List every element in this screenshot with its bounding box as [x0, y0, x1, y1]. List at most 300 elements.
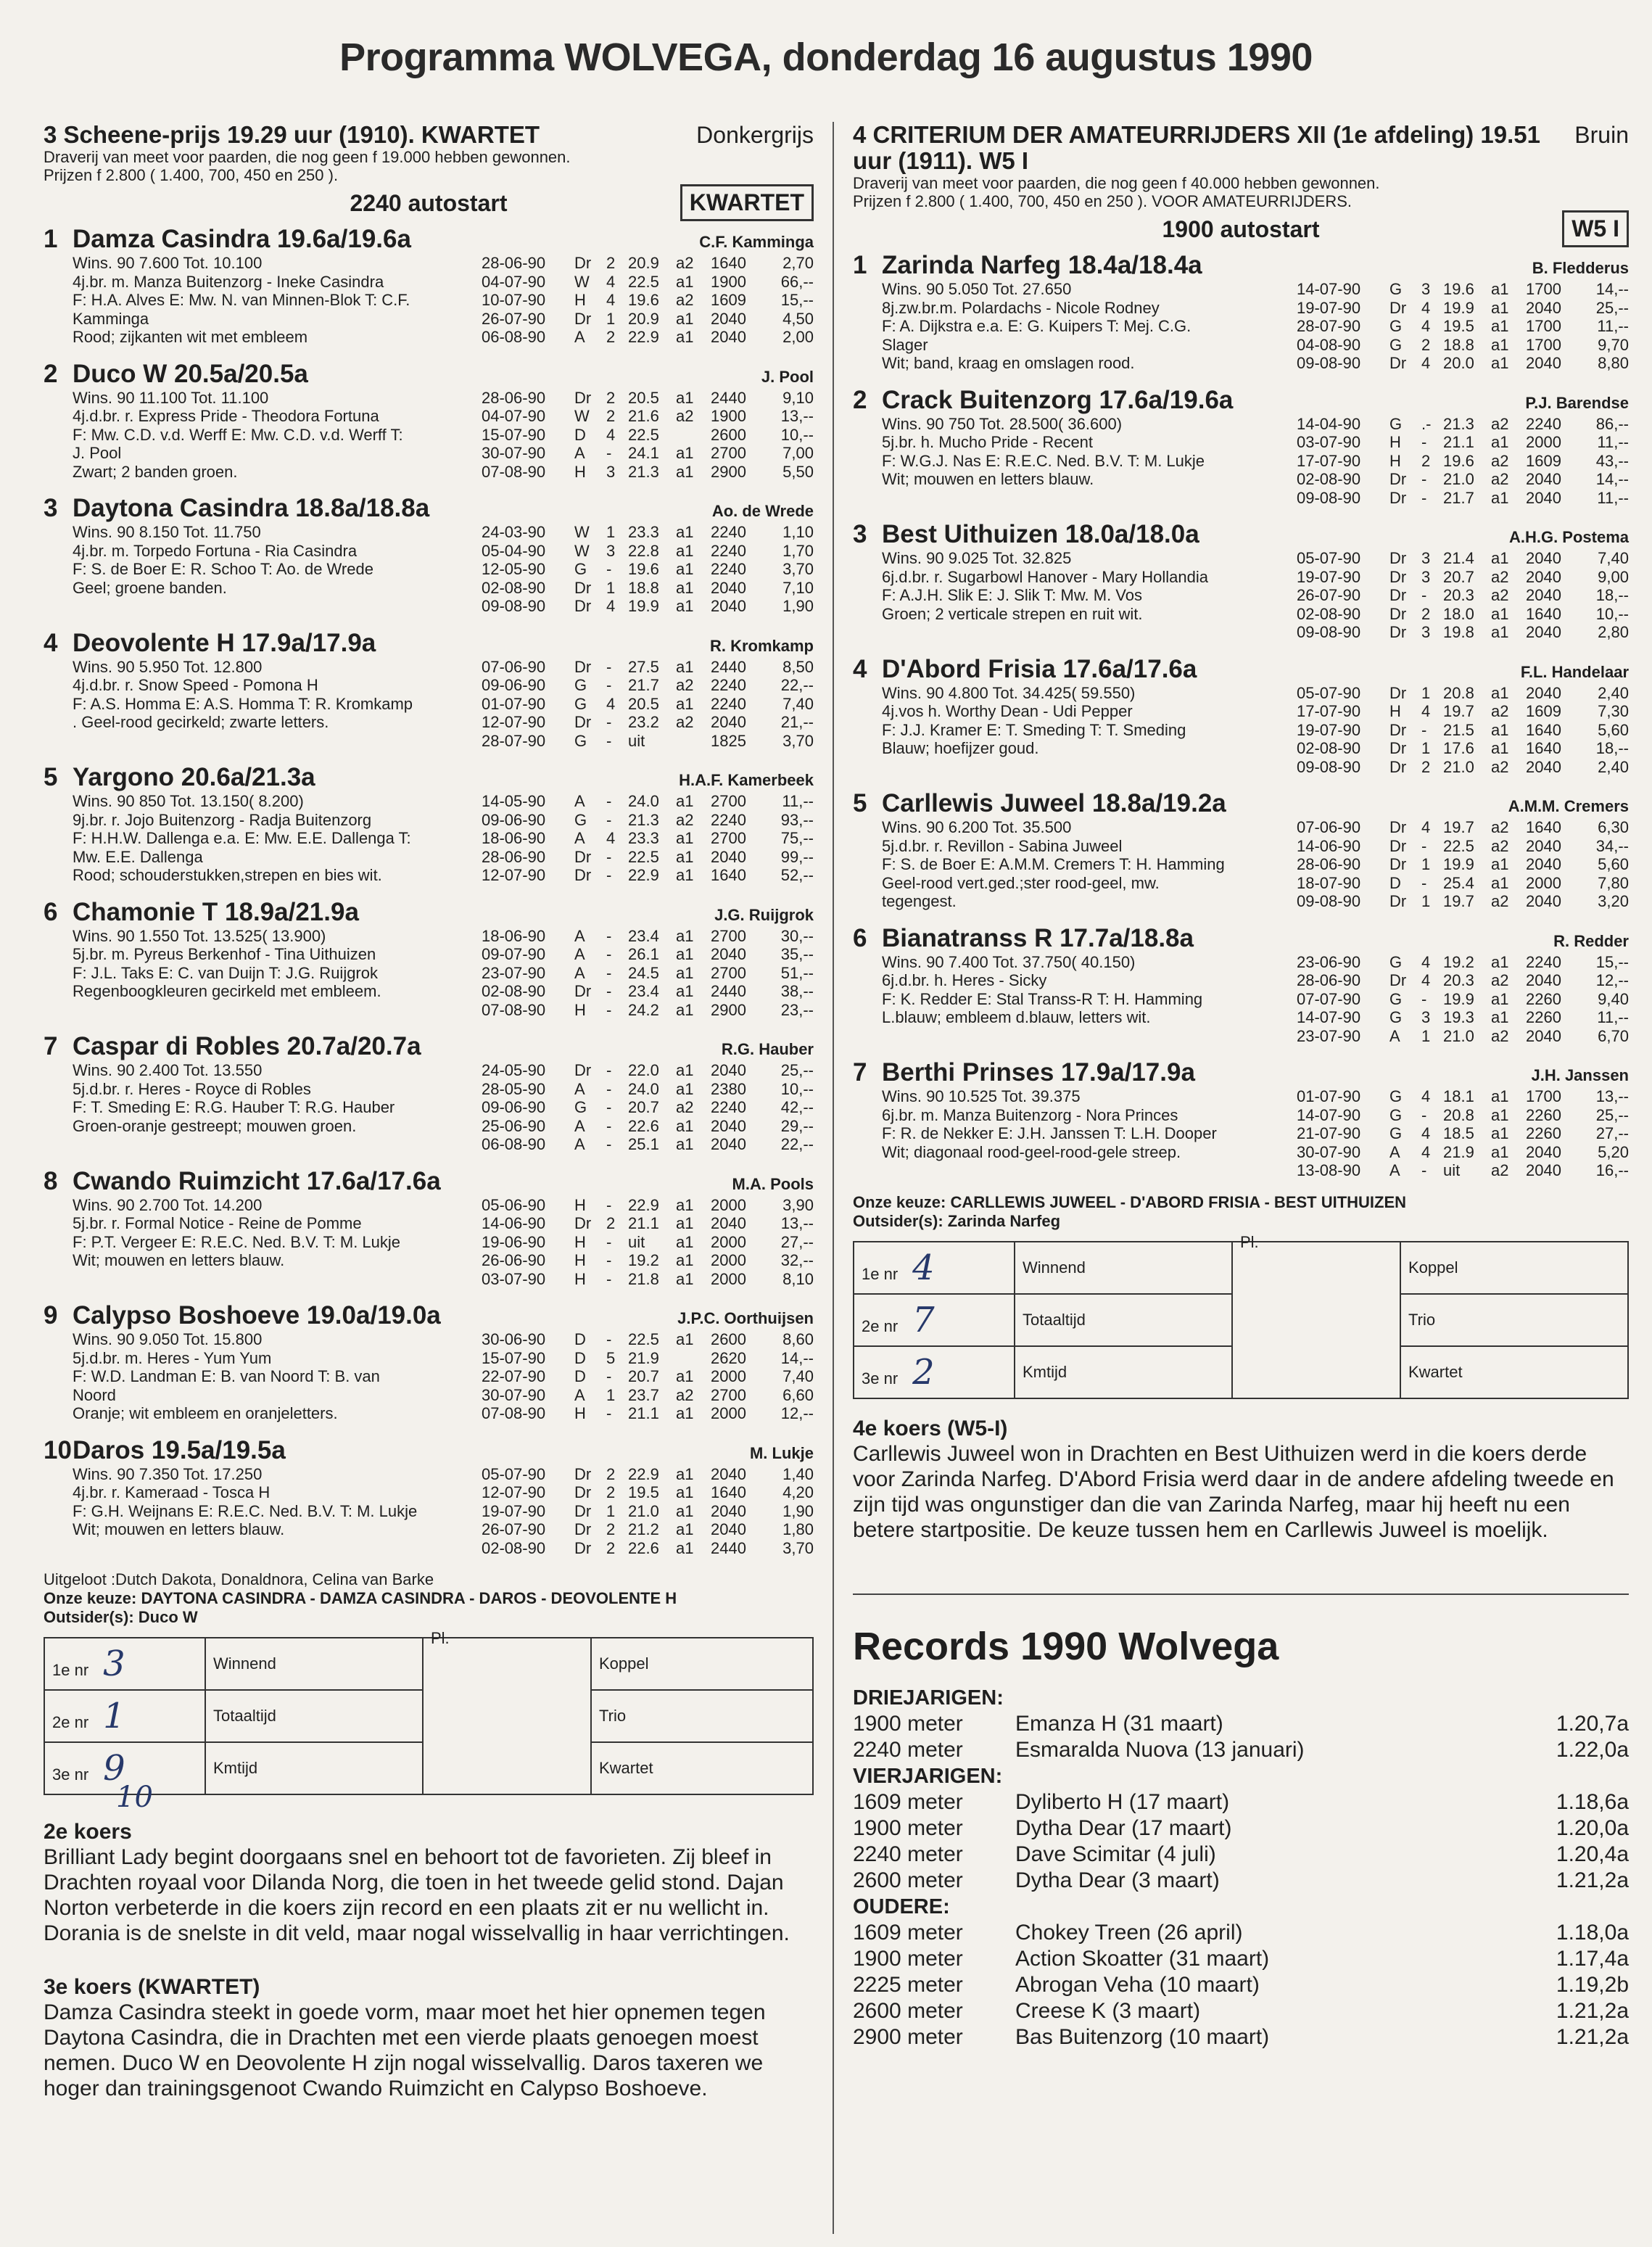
result-odds: 32,--	[780, 1251, 814, 1269]
horse-info-line: Oranje; wit embleem en oranjeletters.	[73, 1404, 338, 1422]
result-track: W	[574, 523, 590, 541]
result-track: Dr	[574, 388, 592, 407]
result-class: a2	[1491, 892, 1509, 910]
result-date: 02-08-90	[1297, 470, 1361, 488]
horse-trainer: C.F. Kamminga	[699, 233, 814, 251]
result-odds: 7,40	[782, 1367, 814, 1385]
result-date: 28-05-90	[482, 1079, 546, 1098]
result-place: 2	[606, 1520, 616, 1538]
bet-ticket	[853, 1232, 1629, 1399]
result-odds: 9,10	[782, 388, 814, 407]
horse-number: 8	[44, 1166, 58, 1195]
result-track: A	[574, 829, 585, 847]
result-odds: 1,40	[782, 1464, 814, 1483]
horse-trainer: F.L. Handelaar	[1520, 662, 1629, 681]
result-track: Dr	[574, 847, 592, 866]
horse-name: Bianatranss R 17.7a/18.8a	[882, 923, 1194, 952]
result-place: -	[606, 560, 612, 578]
result-row	[482, 1502, 814, 1521]
result-distance: 2000	[711, 1367, 746, 1385]
result-distance: 1640	[711, 1483, 746, 1501]
result-track: Dr	[1389, 604, 1407, 623]
result-time: 20.7	[628, 1098, 659, 1116]
result-date: 09-07-90	[482, 945, 546, 963]
result-row	[482, 273, 814, 292]
result-distance: 2600	[711, 1330, 746, 1348]
horse-body	[853, 415, 1629, 508]
result-date: 28-06-90	[482, 388, 546, 407]
result-time: 20.0	[1443, 354, 1474, 372]
result-time: 20.3	[1443, 971, 1474, 989]
record-time: 1.20,0a	[1556, 1815, 1629, 1840]
result-track: G	[1389, 335, 1403, 354]
result-date: 28-06-90	[1297, 855, 1361, 873]
horse-info	[44, 1061, 482, 1154]
result-odds: 7,10	[782, 578, 814, 597]
result-odds: 1,90	[782, 1501, 814, 1520]
result-track: A	[574, 945, 585, 963]
ticket-row-1: 1e nr 4	[854, 1242, 1015, 1294]
result-distance: 2040	[1526, 488, 1561, 507]
result-odds: 35,--	[780, 945, 814, 963]
result-class: a1	[676, 1195, 694, 1214]
result-place: 3	[1421, 567, 1431, 586]
horse-info-line: 5j.d.br. r. Revillon - Sabina Juweel	[882, 836, 1123, 855]
result-date: 18-07-90	[1297, 873, 1361, 892]
result-distance: 2040	[711, 578, 746, 597]
section-3e-koers-text: Damza Casindra steekt in goede vorm, maar moet het hier opnemen tegen Daytona Casindra, die in Drachten met een vierde plaats genoegen moest nemen. Duco W en Deovolente H zijn nogal wisselvallig. Daros taxeren we hoger dan trainingsgenoot Cwando Ruimzicht en Calypso Boshoeve.	[44, 2000, 766, 2100]
result-track: G	[1389, 952, 1403, 971]
result-place: 1	[1421, 683, 1431, 702]
result-place: 2	[606, 1538, 616, 1557]
result-distance: 1700	[1526, 317, 1561, 335]
horse-body	[44, 1061, 814, 1154]
horse-results	[482, 927, 814, 1020]
horse-info-line: Wins. 90 9.025 Tot. 32.825	[882, 549, 1072, 567]
records-category: OUDERE:	[853, 1895, 950, 1918]
horse-name-line	[44, 225, 411, 254]
result-odds: 51,--	[780, 963, 814, 982]
horse-header	[44, 1436, 814, 1465]
result-class: a1	[676, 829, 694, 847]
result-distance: 1640	[1526, 604, 1561, 623]
result-place: 2	[1421, 335, 1431, 354]
result-date: 09-06-90	[482, 676, 546, 694]
result-place: .-	[1421, 414, 1432, 433]
result-track: A	[574, 328, 585, 346]
horse-body	[853, 684, 1629, 777]
result-class: a1	[1491, 433, 1509, 451]
horse-info-line: Wins. 90 750 Tot. 28.500( 36.600)	[882, 414, 1123, 433]
result-date: 30-07-90	[482, 444, 546, 462]
result-track: D	[574, 1348, 586, 1367]
result-time: 22.5	[1443, 836, 1474, 855]
horse-name: Berthi Prinses 17.9a/17.9a	[882, 1058, 1195, 1087]
result-odds: 10,--	[780, 1079, 814, 1098]
result-odds: 99,--	[780, 847, 814, 866]
horse-info-line: F: K. Redder E: Stal Transs-R T: H. Hamming	[882, 989, 1203, 1008]
result-track: Dr	[1389, 720, 1407, 739]
horse-info-line: Wit; diagonaal rood-geel-rood-gele streep.	[882, 1142, 1181, 1161]
horse-info-line: F: W.G.J. Nas E: R.E.C. Ned. B.V. T: M. Lukje	[882, 451, 1205, 470]
result-distance: 2040	[711, 597, 746, 615]
result-row	[1297, 702, 1629, 721]
result-time: 22.9	[628, 866, 659, 884]
result-distance: 2700	[711, 792, 746, 810]
handwritten-pick-2: 7	[912, 1299, 935, 1340]
result-class: a2	[676, 254, 694, 272]
horse-body	[44, 927, 814, 1020]
result-row	[482, 1520, 814, 1539]
result-place: -	[1421, 1105, 1427, 1124]
horse-name-line	[853, 386, 1233, 415]
horse-info-line: F: S. de Boer E: A.M.M. Cremers T: H. Hamming	[882, 855, 1225, 873]
result-row	[482, 523, 814, 542]
horse-trainer: Ao. de Wrede	[711, 502, 814, 520]
horse-name: Cwando Ruimzicht 17.6a/17.6a	[73, 1166, 441, 1195]
result-time: 21.1	[628, 1404, 659, 1422]
result-track: H	[574, 1000, 586, 1019]
horse-header	[44, 1167, 814, 1196]
result-place: -	[606, 1330, 612, 1348]
result-class: a1	[1491, 623, 1509, 641]
result-row	[1297, 874, 1629, 893]
result-track: D	[574, 1367, 586, 1385]
horse-name: Chamonie T 18.9a/21.9a	[73, 897, 359, 926]
result-place: 4	[1421, 317, 1431, 335]
result-class	[676, 1349, 711, 1368]
result-class	[676, 426, 711, 445]
result-class: a1	[1491, 604, 1509, 623]
result-date: 19-07-90	[1297, 720, 1361, 739]
result-track: A	[1389, 1142, 1400, 1161]
horse-info-line: Wins. 90 9.050 Tot. 15.800	[73, 1330, 263, 1348]
result-distance: 2040	[1526, 836, 1561, 855]
result-odds: 4,50	[782, 309, 814, 328]
horse-info	[853, 953, 1297, 1046]
result-row	[1297, 684, 1629, 703]
record-time: 1.18,6a	[1556, 1789, 1629, 1814]
record-horse: Emanza H (31 maart)	[1015, 1711, 1223, 1736]
result-odds: 13,--	[780, 1214, 814, 1232]
result-track: H	[574, 1269, 586, 1288]
result-class: a2	[1491, 586, 1509, 604]
record-distance: 1900 meter	[853, 1946, 963, 1971]
record-horse: Action Skoatter (31 maart)	[1015, 1946, 1270, 1971]
horse-info-line: Blauw; hoefijzer goud.	[882, 739, 1039, 757]
result-place: 4	[1421, 1087, 1431, 1105]
result-row	[482, 1080, 814, 1099]
page-title: Programma WOLVEGA, donderdag 16 augustus 1990	[339, 36, 1313, 79]
result-row	[482, 1233, 814, 1252]
result-row	[482, 310, 814, 329]
result-row	[482, 658, 814, 677]
horse-name: Crack Buitenzorg 17.6a/19.6a	[882, 385, 1234, 414]
horse-info-line: 6j.br. m. Manza Buitenzorg - Nora Princes	[882, 1105, 1178, 1124]
horse-header	[44, 763, 814, 792]
result-distance: 2040	[1526, 1026, 1561, 1045]
result-distance: 1640	[1526, 739, 1561, 757]
result-time: 21.0	[1443, 1026, 1474, 1045]
result-odds: 8,60	[782, 1330, 814, 1348]
result-place: -	[1421, 720, 1427, 739]
horse-trainer: R. Redder	[1553, 931, 1629, 950]
result-class: a1	[676, 578, 694, 597]
result-row	[1297, 586, 1629, 605]
horse-trainer: A.H.G. Postema	[1508, 528, 1629, 546]
result-time: 19.6	[628, 291, 659, 309]
horse-body	[44, 1465, 814, 1558]
result-place: 2	[606, 1464, 616, 1483]
result-place: 4	[1421, 818, 1431, 836]
result-place: -	[606, 866, 612, 884]
result-class: a1	[676, 1520, 694, 1538]
result-track: G	[574, 1098, 587, 1116]
record-horse: Chokey Treen (26 april)	[1015, 1920, 1243, 1945]
result-class: a2	[676, 676, 694, 694]
result-time: 22.5	[628, 1330, 659, 1348]
result-date: 19-06-90	[482, 1232, 546, 1251]
result-place: -	[606, 1116, 612, 1135]
horse-number: 4	[44, 628, 58, 657]
result-distance: 2040	[1526, 586, 1561, 604]
result-odds: 7,00	[782, 444, 814, 462]
result-track: Dr	[574, 1464, 592, 1483]
result-row	[1297, 336, 1629, 355]
result-date: 28-06-90	[482, 847, 546, 866]
result-date: 18-06-90	[482, 829, 546, 847]
result-distance: 2000	[711, 1195, 746, 1214]
result-class: a1	[676, 523, 694, 541]
result-track: Dr	[1389, 892, 1407, 910]
result-time: 20.3	[1443, 586, 1474, 604]
result-odds: 12,--	[780, 1404, 814, 1422]
result-class: a1	[676, 462, 694, 481]
result-odds: 34,--	[1595, 836, 1629, 855]
horse-header	[853, 1058, 1629, 1087]
result-distance: 1640	[711, 866, 746, 884]
result-row	[1297, 990, 1629, 1009]
handwritten-pick-3: 2	[912, 1351, 935, 1393]
record-distance: 1609 meter	[853, 1789, 963, 1814]
result-odds: 25,--	[1595, 1105, 1629, 1124]
result-time: 20.5	[628, 694, 659, 713]
horse-entry	[44, 898, 814, 1020]
result-row	[482, 811, 814, 830]
result-place: 4	[606, 694, 616, 713]
horse-body	[44, 1196, 814, 1289]
result-date: 09-06-90	[482, 1098, 546, 1116]
result-time: 21.3	[1443, 414, 1474, 433]
result-time: 23.3	[628, 523, 659, 541]
result-row	[482, 1117, 814, 1136]
result-class: a1	[1491, 335, 1509, 354]
horse-trainer: P.J. Barendse	[1525, 393, 1629, 412]
result-row	[482, 695, 814, 714]
result-row	[1297, 721, 1629, 740]
record-row	[853, 1737, 1629, 1763]
result-track: Dr	[1389, 836, 1407, 855]
result-place: 1	[606, 578, 616, 597]
result-distance: 1609	[1526, 451, 1561, 470]
result-row	[1297, 1143, 1629, 1162]
result-date: 22-07-90	[482, 1367, 546, 1385]
horse-info	[44, 1330, 482, 1423]
result-distance: 2040	[1526, 354, 1561, 372]
result-row	[482, 713, 814, 732]
result-place: -	[606, 1195, 612, 1214]
result-odds: 9,40	[1598, 989, 1629, 1008]
result-date: 03-07-90	[1297, 433, 1361, 451]
records-category: DRIEJARIGEN:	[853, 1686, 1004, 1710]
horse-info-line: Geel; groene banden.	[73, 578, 227, 597]
record-row	[853, 1972, 1629, 1998]
bet-type-badge: KWARTET	[680, 184, 814, 221]
record-row	[853, 2024, 1629, 2050]
result-date: 12-05-90	[482, 560, 546, 578]
record-horse: Dytha Dear (3 maart)	[1015, 1868, 1220, 1892]
result-class: a2	[676, 1098, 694, 1116]
horse-info-line: 5j.br. h. Mucho Pride - Recent	[882, 433, 1094, 451]
result-track: D	[574, 1330, 586, 1348]
result-place: -	[1421, 586, 1427, 604]
result-date: 26-07-90	[482, 309, 546, 328]
horse-body	[44, 658, 814, 751]
result-row	[482, 676, 814, 695]
result-row	[1297, 623, 1629, 642]
result-date: 24-05-90	[482, 1061, 546, 1079]
ticket-totaaltijd: Totaaltijd	[1015, 1294, 1232, 1346]
horse-info	[44, 1196, 482, 1289]
record-distance: 2240 meter	[853, 1737, 963, 1762]
result-time: 20.9	[628, 254, 659, 272]
result-place: 1	[1421, 739, 1431, 757]
record-distance: 2600 meter	[853, 1868, 963, 1892]
horse-number: 6	[853, 923, 867, 952]
horse-info-line: Wins. 90 4.800 Tot. 34.425( 59.550)	[882, 683, 1136, 702]
horse-name: Carllewis Juweel 18.8a/19.2a	[882, 789, 1226, 817]
horse-info-line: Kamminga	[73, 309, 149, 328]
result-track: H	[574, 1195, 586, 1214]
result-time: 22.9	[628, 1464, 659, 1483]
result-distance: 2260	[1526, 1124, 1561, 1142]
horse-info	[44, 1465, 482, 1558]
result-place: 3	[1421, 623, 1431, 641]
result-odds: 7,40	[782, 694, 814, 713]
horse-entry	[44, 1032, 814, 1154]
horse-info	[44, 254, 482, 347]
horse-name-line	[853, 1058, 1195, 1087]
result-time: 19.8	[1443, 623, 1474, 641]
result-class: a1	[676, 982, 694, 1000]
result-place: -	[606, 945, 612, 963]
result-odds: 2,80	[1598, 623, 1629, 641]
result-class: a2	[1491, 414, 1509, 433]
result-date: 12-07-90	[482, 1483, 546, 1501]
horse-header	[853, 789, 1629, 818]
horse-info-line: Wit; band, kraag en omslagen rood.	[882, 354, 1135, 372]
result-distance: 2240	[711, 1098, 746, 1116]
result-time: 21.0	[1443, 757, 1474, 776]
horse-trainer: R.G. Hauber	[721, 1040, 814, 1058]
result-place: 4	[1421, 971, 1431, 989]
result-date: 26-07-90	[482, 1520, 546, 1538]
result-date: 05-06-90	[482, 1195, 546, 1214]
result-row	[1297, 1027, 1629, 1046]
result-track: Dr	[574, 1520, 592, 1538]
horse-entry	[853, 1058, 1629, 1180]
result-distance: 2040	[1526, 1142, 1561, 1161]
result-date: 09-08-90	[482, 597, 546, 615]
result-row	[1297, 892, 1629, 911]
horse-name-line	[44, 763, 315, 792]
horse-name-line	[853, 251, 1202, 280]
horse-info-line: Wins. 90 5.050 Tot. 27.650	[882, 280, 1072, 298]
result-date: 02-08-90	[482, 982, 546, 1000]
result-place: -	[606, 1251, 612, 1269]
race-prizes: Prijzen f 2.800 ( 1.400, 700, 450 en 250 ). VOOR AMATEURRIJDERS.	[853, 192, 1352, 210]
result-class: a2	[1491, 451, 1509, 470]
horse-number: 10	[44, 1435, 72, 1464]
result-class: a2	[676, 1385, 694, 1404]
result-odds: 8,80	[1598, 354, 1629, 372]
section-2e-koers-text: Brilliant Lady begint doorgaans snel en behoort tot de favorieten. Zij bleef in Drachten royaal voor Dilanda Norg, die toen in het tweede gelid stond. Dajan Norton verbeterde in die koers zijn record en een plaats zit er nu wellicht in. Dorania is de snelste in dit veld, maar nogal wisselvallig in haar verrichtingen.	[44, 1845, 790, 1945]
result-odds: 5,60	[1598, 720, 1629, 739]
result-row	[482, 1001, 814, 1020]
result-row	[1297, 433, 1629, 452]
horse-number: 6	[44, 897, 58, 926]
result-track: D	[1389, 873, 1401, 892]
result-place: -	[606, 657, 612, 676]
result-time: 21.9	[1443, 1142, 1474, 1161]
race-distance: 2240 autostart	[350, 190, 508, 216]
result-place: 3	[1421, 280, 1431, 298]
horse-info-line: Zwart; 2 banden groen.	[73, 462, 238, 481]
result-class: a1	[676, 847, 694, 866]
result-time: 20.8	[1443, 683, 1474, 702]
result-odds: 12,--	[1595, 971, 1629, 989]
horse-info-line: 5j.d.br. r. Heres - Royce di Robles	[73, 1079, 311, 1098]
result-distance: 2040	[1526, 549, 1561, 567]
result-distance: 2040	[711, 1061, 746, 1079]
result-date: 09-08-90	[1297, 488, 1361, 507]
result-time: 23.2	[628, 713, 659, 731]
horse-header	[853, 924, 1629, 953]
horse-body	[44, 792, 814, 885]
record-distance: 2240 meter	[853, 1842, 963, 1866]
result-date: 04-08-90	[1297, 335, 1361, 354]
result-class: a1	[1491, 549, 1509, 567]
result-row	[482, 1098, 814, 1117]
result-class: a1	[1491, 354, 1509, 372]
result-class: a2	[1491, 1161, 1509, 1179]
result-distance: 2040	[1526, 971, 1561, 989]
horse-body	[853, 280, 1629, 373]
result-date: 15-07-90	[482, 1348, 546, 1367]
result-row	[482, 1251, 814, 1270]
record-time: 1.20,4a	[1556, 1842, 1629, 1866]
result-time: 27.5	[628, 657, 659, 676]
result-row	[482, 866, 814, 885]
result-class: a1	[1491, 1142, 1509, 1161]
horse-number: 2	[853, 385, 867, 414]
result-class: a1	[1491, 683, 1509, 702]
record-time: 1.17,4a	[1556, 1946, 1629, 1971]
result-row	[482, 426, 814, 445]
horse-trainer: M.A. Pools	[732, 1174, 814, 1193]
result-date: 04-07-90	[482, 272, 546, 291]
horse-info-line: F: T. Smeding E: R.G. Hauber T: R.G. Hauber	[73, 1098, 395, 1116]
